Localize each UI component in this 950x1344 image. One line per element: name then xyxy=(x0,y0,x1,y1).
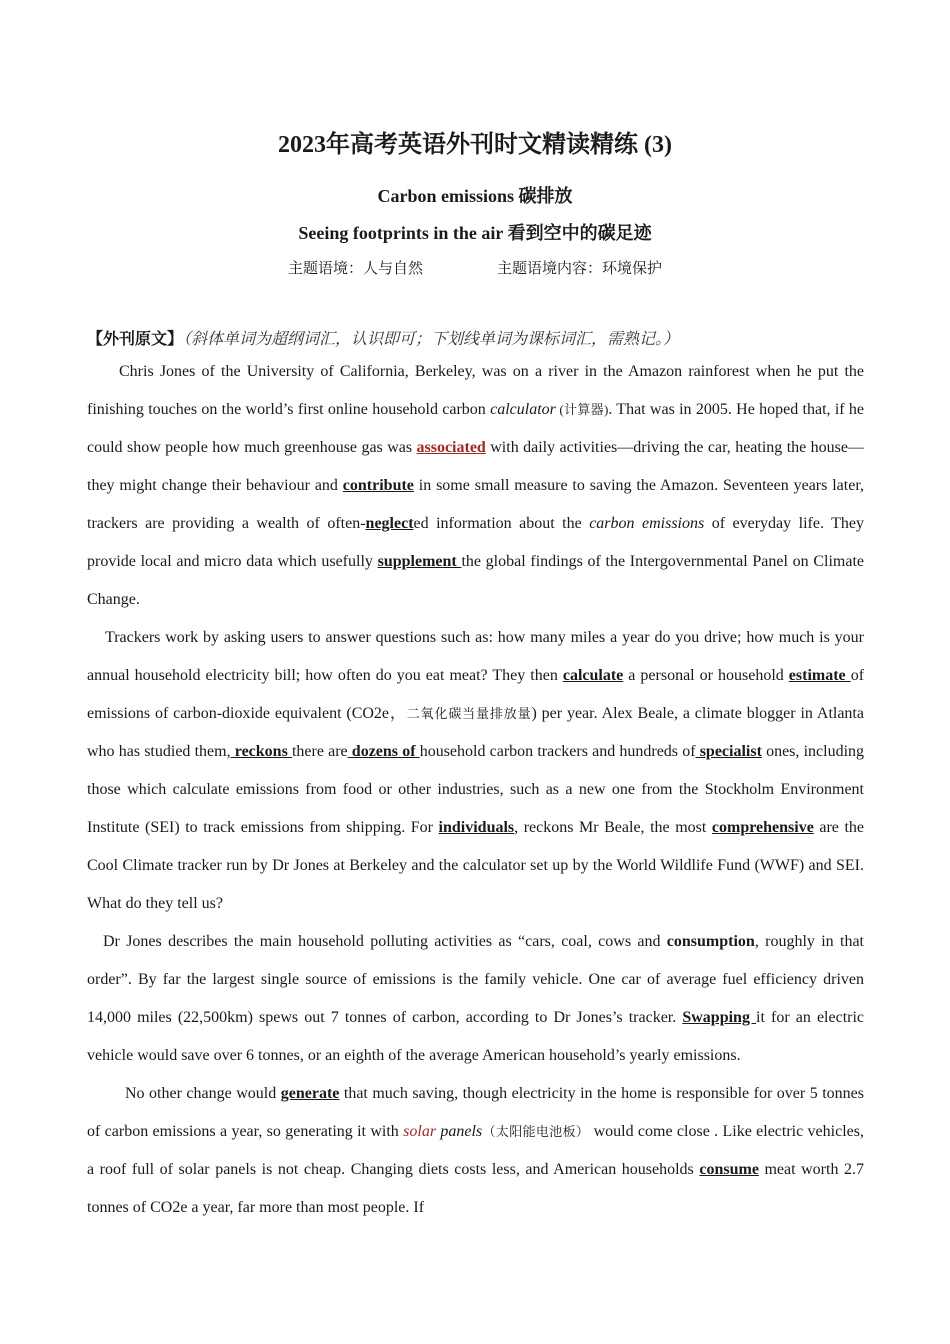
section-note: （斜体单词为超纲词汇，认识即可；下划线单词为课标词汇，需熟记。） xyxy=(183,331,680,348)
text: . That was in 2005. He hoped that, if he could show people how much greenhouse gas was xyxy=(87,401,864,456)
vocab-underlined: comprehensive xyxy=(711,819,814,836)
vocab-underlined: generate xyxy=(280,1085,340,1102)
text: ) per year. Alex Beale, a climate blogger in Atlanta who has studied them, xyxy=(87,705,864,760)
vocab-underlined: supplement xyxy=(377,553,462,570)
text: there are xyxy=(291,743,348,760)
vocab-underlined: reckons xyxy=(230,743,292,760)
text: No other change would xyxy=(125,1085,281,1102)
text: of everyday life. They provide local and micro data which usefully xyxy=(87,515,865,570)
vocab-underlined: individuals xyxy=(438,819,515,836)
text: in some small measure to saving the Amazon. Seventeen years later, trackers are providing a wealth of often- xyxy=(87,477,865,532)
vocab-italic: carbon emissions xyxy=(589,515,705,532)
section-heading xyxy=(87,326,867,349)
page-title: 2023年高考英语外刊时文精读精练 (3) xyxy=(278,132,672,158)
theme-row xyxy=(0,257,950,278)
text: household carbon trackers and hundreds of xyxy=(419,743,696,760)
text: the global findings of the Intergovernmental Panel on Climate Change. xyxy=(87,553,864,608)
vocab-underlined: neglect xyxy=(365,515,414,532)
paragraph-4 xyxy=(87,1075,864,1227)
vocab-bold: consumption xyxy=(666,933,755,950)
paragraph-2 xyxy=(87,619,864,923)
article-topic: Carbon emissions 碳排放 xyxy=(377,186,573,206)
vocab-underlined: specialist xyxy=(695,743,762,760)
text: Trackers work by asking users to answer questions such as: how many miles a year do you drive; how much is your annual household electricity bill; how often do you eat meat? They then xyxy=(87,629,864,684)
text: , roughly in that order”. By far the largest single source of emissions is the family vehicle. One car of average fuel efficiency driven 14,000 miles (22,500km) spews out 7 tonnes of carbon, according to Dr Jones’s tracker. xyxy=(87,933,864,1026)
text: Chris Jones of the University of California, Berkeley, was on a river in the Amazon rainforest when he put the finishing touches on the world’s first online household carbon xyxy=(87,363,864,418)
text: ones, including those which calculate emissions from food or other industries, such as a new one from the Stockholm Environment Institute (SEI) to track emissions from shipping. For xyxy=(87,743,865,836)
paragraph-3 xyxy=(87,923,864,1075)
paragraph-1 xyxy=(87,353,864,619)
theme-context: 主题语境：人与自然 xyxy=(287,261,423,277)
text: that much saving, though electricity in the home is responsible for over 5 tonnes of carbon emissions a year, so generating it with xyxy=(87,1085,865,1140)
vocab-underlined: Swapping xyxy=(682,1009,757,1026)
text: would come close . Like electric vehicles, a roof full of solar panels is not cheap. Changing diets costs less, and American households xyxy=(87,1123,864,1178)
text: it for an electric vehicle would save over 6 tonnes, or an eighth of the average American household’s yearly emissions. xyxy=(87,1009,865,1064)
vocab-underlined: dozens of xyxy=(347,743,420,760)
vocab-underlined: calculate xyxy=(562,667,624,684)
section-label: 【外刊原文】 xyxy=(87,331,184,348)
vocab-italic: calculator xyxy=(490,401,556,418)
vocab-underlined: estimate xyxy=(788,667,851,684)
text: meat worth 2.7 tonnes of CO2e a year, far more than most people. If xyxy=(87,1161,865,1216)
article-body xyxy=(87,353,864,1227)
vocab-italic: solar xyxy=(403,1123,437,1140)
text: ed information about the xyxy=(413,515,590,532)
gloss: （太阳能电池板） xyxy=(482,1124,590,1139)
text: with daily activities—driving the car, heating the house—they might change their behaviour and xyxy=(87,439,864,494)
article-headline: Seeing footprints in the air 看到空中的碳足迹 xyxy=(298,223,652,243)
vocab-italic: panels xyxy=(436,1123,483,1140)
theme-content: 主题语境内容：环境保护 xyxy=(497,261,663,277)
text: are the Cool Climate tracker run by Dr Jones at Berkeley and the calculator set up by the World Wildlife Fund (WWF) and SEI. What do they tell us? xyxy=(87,819,865,912)
text: a personal or household xyxy=(623,667,789,684)
text: Dr Jones describes the main household polluting activities as “cars, coal, cows and xyxy=(103,933,667,950)
vocab-underlined: associated xyxy=(416,439,486,456)
gloss: (计算器) xyxy=(555,402,609,417)
text: , reckons Mr Beale, the most xyxy=(514,819,712,836)
vocab-underlined: contribute xyxy=(342,477,414,494)
vocab-underlined: consume xyxy=(699,1161,759,1178)
text: of emissions of carbon-dioxide equivalent (CO2e， xyxy=(87,667,865,722)
gloss: 二氧化碳当量排放量 xyxy=(406,706,532,721)
